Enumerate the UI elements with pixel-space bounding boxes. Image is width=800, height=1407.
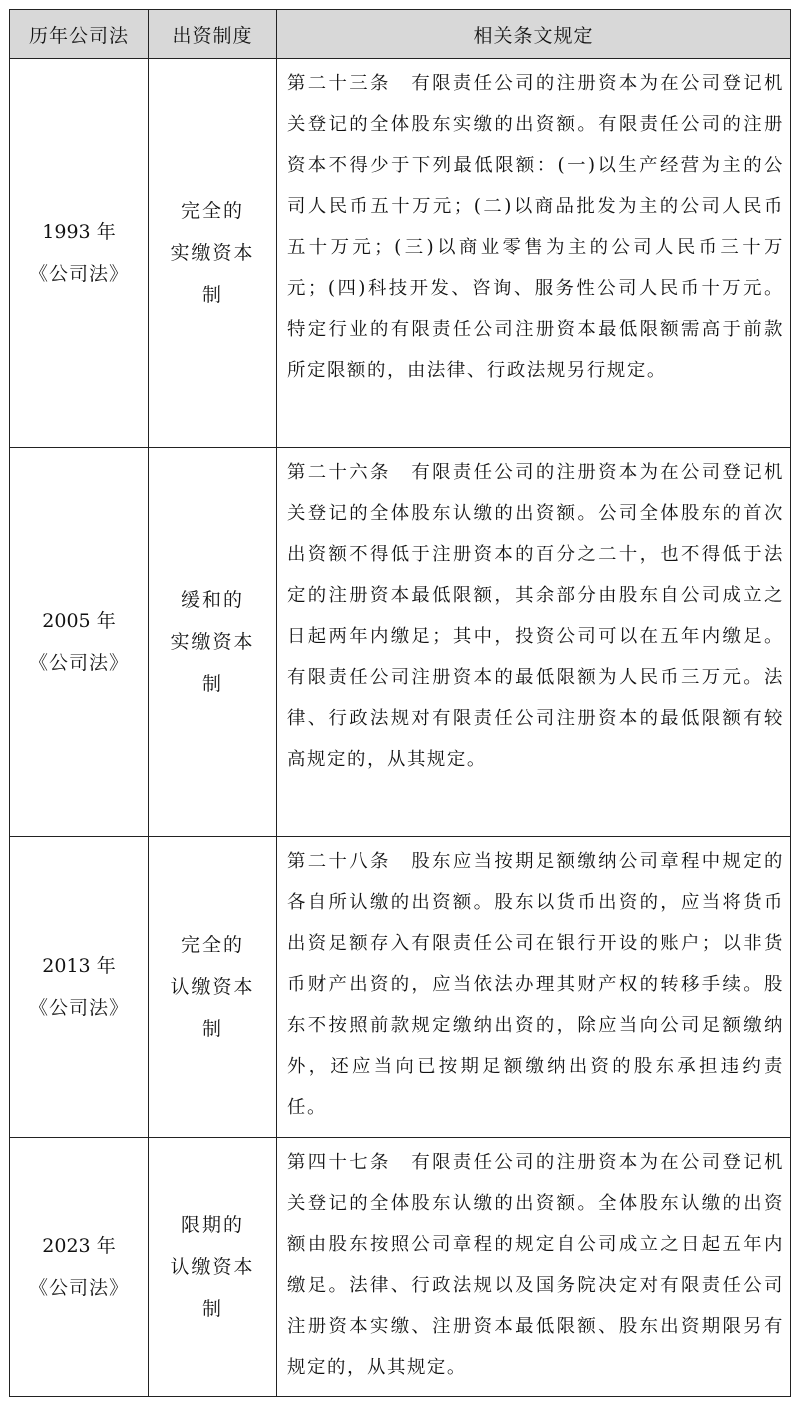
capital-system-cell (149, 448, 277, 837)
provision-text: 第四十七条 有限责任公司的注册资本为在公司登记机关登记的全体股东认缴的出资额。全体股东认缴的出资额由股东按照公司章程的规定自公司成立之日起五年内缴足。法律、行政法规以及国务院决定对有限责任公司注册资本实缴、注册资本最低限额、股东出资期限另有规定的，从其规定。 (277, 1138, 791, 1397)
capital-system-line: 制 (201, 284, 223, 306)
year-cell (10, 837, 149, 1138)
table-row-2023 (10, 1138, 791, 1397)
law-name: 《公司法》 (28, 652, 129, 674)
header-row (10, 10, 791, 59)
year-label: 1993 年 (42, 221, 116, 243)
law-name: 《公司法》 (28, 263, 129, 285)
company-law-capital-table (9, 9, 791, 1397)
capital-system-line: 完全的 (180, 200, 244, 222)
header-capital-system: 出资制度 (149, 10, 277, 59)
header-historical-company-law: 历年公司法 (10, 10, 149, 59)
table-row-1993 (10, 59, 791, 448)
capital-system-line: 实缴资本 (170, 242, 255, 264)
law-name: 《公司法》 (28, 1277, 129, 1299)
year-label: 2005 年 (42, 610, 116, 632)
provision-text: 第二十六条 有限责任公司的注册资本为在公司登记机关登记的全体股东认缴的出资额。公司全体股东的首次出资额不得低于注册资本的百分之二十，也不得低于法定的注册资本最低限额，其余部分由股东自公司成立之日起两年内缴足；其中，投资公司可以在五年内缴足。有限责任公司注册资本的最低限额为人民币三万元。法律、行政法规对有限责任公司注册资本的最低限额有较高规定的，从其规定。 (277, 448, 791, 837)
year-cell (10, 448, 149, 837)
capital-system-cell (149, 837, 277, 1138)
year-label: 2023 年 (42, 1235, 116, 1257)
capital-system-line: 制 (201, 1298, 223, 1320)
capital-system-line: 完全的 (180, 934, 244, 956)
capital-system-line: 认缴资本 (170, 976, 255, 998)
capital-system-line: 限期的 (180, 1214, 244, 1236)
year-label: 2013 年 (42, 955, 116, 977)
table-row-2005 (10, 448, 791, 837)
capital-system-line: 认缴资本 (170, 1256, 255, 1278)
capital-system-line: 制 (201, 673, 223, 695)
provision-text: 第二十八条 股东应当按期足额缴纳公司章程中规定的各自所认缴的出资额。股东以货币出资的，应当将货币出资足额存入有限责任公司在银行开设的账户；以非货币财产出资的，应当依法办理其财产权的转移手续。股东不按照前款规定缴纳出资的，除应当向公司足额缴纳外，还应当向已按期足额缴纳出资的股东承担违约责任。 (277, 837, 791, 1138)
table-row-2013 (10, 837, 791, 1138)
provision-text: 第二十三条 有限责任公司的注册资本为在公司登记机关登记的全体股东实缴的出资额。有限责任公司的注册资本不得少于下列最低限额：(一)以生产经营为主的公司人民币五十万元；(二)以商品批发为主的公司人民币五十万元；(三)以商业零售为主的公司人民币三十万元；(四)科技开发、咨询、服务性公司人民币十万元。特定行业的有限责任公司注册资本最低限额需高于前款所定限额的，由法律、行政法规另行规定。 (277, 59, 791, 448)
capital-system-cell (149, 59, 277, 448)
capital-system-line: 实缴资本 (170, 631, 255, 653)
capital-system-cell (149, 1138, 277, 1397)
table-header (10, 10, 791, 59)
law-name: 《公司法》 (28, 997, 129, 1019)
capital-system-line: 缓和的 (180, 589, 244, 611)
year-cell (10, 59, 149, 448)
header-related-provisions: 相关条文规定 (277, 10, 791, 59)
year-cell (10, 1138, 149, 1397)
capital-system-line: 制 (201, 1018, 223, 1040)
